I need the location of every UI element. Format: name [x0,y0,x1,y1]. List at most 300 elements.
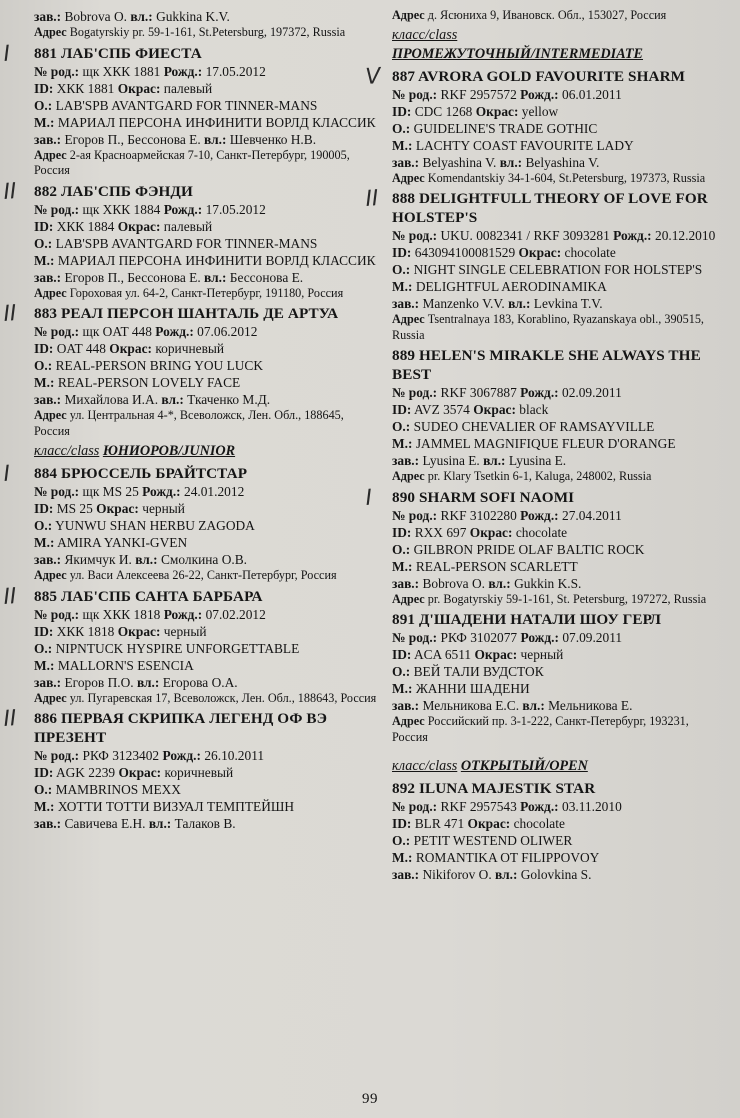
dam-value: МАРИАЛ ПЕРСОНА ИНФИНИТИ ВОРЛД КЛАССИК [57,114,376,130]
id-label: ID: [392,103,412,119]
class-label: класс/class [392,758,458,774]
dam-label: M.: [34,535,55,550]
breeder-value: Мельникова Е. [548,698,633,713]
right-entries-open [392,779,722,883]
entry-title: 891 Д'ШАДЕНИ НАТАЛИ ШОУ ГЕРЛ [392,611,662,628]
dam-label: M.: [34,657,55,673]
sire-line [34,357,378,374]
id-value: MS 25 [56,501,93,516]
registration-line [34,747,378,764]
registration-line [392,86,722,103]
class-heading-junior [34,442,378,461]
dam-line [34,114,378,131]
dam-line [34,252,378,269]
sire-label: O.: [392,541,411,557]
registration-line [392,798,722,815]
sire-label: O.: [34,358,53,373]
owner-label: зав.: [392,453,420,468]
birth-value: 02.09.2011 [562,385,622,400]
breeder-value: Егорова О.А. [162,674,238,690]
reg-label: № род.: [34,606,80,622]
address-value: pr. Bogatyrskiy 59-1-161, St. Petersburg, 197272, Russia [427,591,707,606]
entry-title: 881 ЛАБ'СПБ ФИЕСТА [34,44,202,62]
reg-label: № род.: [392,385,438,400]
birth-value: 06.01.2011 [562,86,622,102]
birth-value: 26.10.2011 [204,748,265,763]
judge-handwritten-mark: I [364,485,373,511]
address-value: Российский пр. 3-1-222, Санкт-Петербург, 193231, Россия [392,714,689,744]
breeder-label: вл.: [488,575,511,591]
address-value: ул. Центральная 4-*, Всеволожск, Лен. Обл., 188645, Россия [34,408,344,438]
sire-value: MAMBRINOS MEXX [55,782,181,797]
owner-label: зав.: [34,552,62,567]
dam-label: M.: [392,558,413,574]
breeder-value: Lyusina E. [508,453,567,468]
color-value: палевый [163,218,213,234]
id-label: ID: [34,218,54,234]
dog-entry [2,301,378,439]
birth-value: 07.06.2012 [197,324,258,339]
breeder-label: вл.: [499,154,523,170]
id-label: ID: [392,402,412,417]
id-label: ID: [34,765,54,780]
sire-line [392,261,722,278]
owner-label: зав.: [392,867,420,882]
dog-entry [2,706,378,832]
dam-label: M.: [34,375,55,390]
id-label: ID: [34,623,54,639]
registration-line [34,201,378,218]
birth-value: 20.12.2010 [655,228,716,243]
reg-value: щк ХКК 1818 [82,606,161,622]
reg-label: № род.: [392,799,438,814]
reg-label: № род.: [392,507,438,523]
dam-line [34,534,378,551]
dam-value: LACHTY COAST FAVOURITE LADY [415,137,634,153]
id-value: ХКК 1881 [56,80,115,96]
birth-label: Рожд.: [155,324,194,339]
registration-line [392,629,722,646]
id-line [392,401,722,418]
birth-label: Рожд.: [163,201,203,217]
birth-value: 07.02.2012 [205,606,266,622]
address-label: Адрес [392,170,425,185]
dam-value: ХОТТИ ТОТТИ ВИЗУАЛ ТЕМПТЕЙШН [57,799,295,814]
breeder-label: вл.: [508,296,531,311]
birth-label: Рожд.: [520,507,559,523]
owner-value: Bobrova O. [64,9,127,24]
left-entries [2,41,378,440]
reg-value: щк MS 25 [82,484,139,499]
color-value: коричневый [164,765,234,780]
breeder-label: вл.: [483,453,506,468]
owner-label: зав.: [392,698,420,713]
judge-handwritten-mark: II [364,186,380,212]
birth-value: 24.01.2012 [184,484,245,499]
birth-value: 17.05.2012 [205,63,266,79]
dam-line [392,680,722,697]
sire-label: O.: [34,782,53,797]
owner-value: Савичева Е.Н. [64,816,146,831]
owner-label: зав.: [392,296,420,311]
dam-line [34,798,378,815]
dam-label: M.: [392,850,413,865]
id-line [392,244,722,261]
reg-label: № род.: [34,201,80,217]
class-name: ПРОМЕЖУТОЧНЫЙ/INTERMEDIATE [392,45,644,62]
sire-line [392,663,722,680]
owner-line [34,674,378,691]
color-label: Окрас: [469,524,513,540]
dam-line [392,558,722,575]
sire-value: GUIDELINE'S TRADE GOTHIC [413,120,598,136]
reg-value: RKF 3102280 [440,507,517,523]
address-line [392,714,722,745]
sire-value: ВЕЙ ТАЛИ ВУДСТОК [413,664,544,679]
color-value: chocolate [515,524,568,540]
address-label: Адрес [392,469,425,483]
judge-handwritten-mark: I [2,461,11,487]
address-value: pr. Klary Tsetkin 6-1, Kaluga, 248002, Russia [427,469,652,483]
sire-line [34,640,378,657]
sire-label: O.: [392,664,411,679]
owner-value: Мельникова Е.С. [422,698,520,713]
page-number: 99 [362,1091,378,1107]
address-value: д. Ясюниха 9, Ивановск. Обл., 153027, Россия [427,8,667,22]
color-value: черный [520,647,564,662]
owner-value: Егоров П., Бессонова Е. [64,131,201,147]
registration-line [392,507,722,524]
color-label: Окрас: [474,647,518,662]
dam-value: ROMANTIKA OT FILIPPOVOY [415,850,600,865]
sire-value: SUDEO CHEVALIER OF RAMSAYVILLE [413,419,655,434]
entry-continuation-address [392,8,722,24]
id-value: ACA 6511 [413,647,472,662]
reg-value: UKU. 0082341 / RKF 3093281 [440,228,610,243]
address-label: Адрес [392,714,425,728]
dam-label: M.: [34,252,55,268]
id-value: AVZ 3574 [413,402,470,417]
breeder-label: вл.: [204,131,227,147]
owner-line [392,154,722,171]
address-line [34,691,378,707]
id-label: ID: [392,245,412,260]
owner-label: зав.: [34,269,62,285]
id-value: ХКК 1884 [56,218,115,234]
entry-title: 884 БРЮССЕЛЬ БРАЙТСТАР [34,465,248,482]
sire-line [34,97,378,114]
dog-entry [2,583,378,707]
dam-value: MALLORN'S ESENCIA [57,657,194,673]
birth-label: Рожд.: [520,799,559,814]
address-value: Bogatyrskiy pr. 59-1-161, St.Petersburg, 197372, Russia [69,25,346,39]
address-line [34,148,378,179]
dog-entry [364,63,722,187]
owner-value: Belyashina V. [422,154,497,170]
dam-value: REAL-PERSON LOVELY FACE [57,375,241,390]
owner-line [34,391,378,408]
color-label: Окрас: [473,402,516,417]
id-label: ID: [34,80,54,96]
owner-label: зав.: [34,131,62,147]
birth-label: Рожд.: [520,86,559,102]
id-line [34,340,378,357]
sire-value: PETIT WESTEND OLIWER [413,833,573,848]
owner-label: зав.: [34,816,62,831]
birth-value: 17.05.2012 [205,201,266,217]
sire-label: O.: [34,97,53,113]
class-label: класс/class [34,443,100,459]
color-label: Окрас: [467,816,511,831]
address-line [34,568,378,584]
reg-value: щк ХКК 1884 [82,201,161,217]
address-label: Адрес [392,591,425,606]
owner-line [392,295,722,312]
address-line [34,408,378,439]
entry-title: 886 ПЕРВАЯ СКРИПКА ЛЕГЕНД ОФ ВЭ ПРЕЗЕНТ [34,710,328,746]
color-label: Окрас: [475,103,519,119]
dam-line [392,278,722,295]
entry-title: 888 DELIGHTFULL THEORY OF LOVE FOR HOLSTEP'S [392,190,708,226]
registration-line [34,63,378,80]
entry-title: 890 SHARM SOFI NAOMI [392,488,575,506]
sire-label: O.: [34,235,53,251]
dam-value: МАРИАЛ ПЕРСОНА ИНФИНИТИ ВОРЛД КЛАССИК [57,252,376,268]
sire-line [34,235,378,252]
owner-line [34,551,378,568]
dam-label: M.: [392,137,413,153]
id-line [392,524,722,541]
owner-value: Lyusina E. [422,453,480,468]
breeder-value: Ткаченко М.Д. [187,392,271,407]
dam-value: JAMMEL MAGNIFIQUE FLEUR D'ORANGE [415,436,676,451]
breeder-label: вл.: [522,698,545,713]
reg-value: РКФ 3102077 [440,630,518,645]
owner-value: Егоров П.О. [64,674,134,690]
dog-entry [364,485,722,608]
address-label: Адрес [392,8,425,22]
birth-value: 27.04.2011 [562,507,622,523]
address-label: Адрес [34,690,67,705]
breeder-label: вл.: [130,9,153,24]
entry-title: 885 ЛАБ'СПБ САНТА БАРБАРА [34,587,263,605]
owner-value: Nikiforov O. [422,867,492,882]
birth-value: 03.11.2010 [562,799,622,814]
judge-handwritten-mark: II [2,706,18,732]
color-value: black [519,402,549,417]
dam-line [392,435,722,452]
sire-value: LAB'SPB AVANTGARD FOR TINNER-MANS [55,235,318,251]
right-entries [364,63,722,746]
sire-label: O.: [392,262,411,277]
color-value: chocolate [513,816,565,831]
address-value: ул. Васи Алексеева 26-22, Санкт-Петербург, Россия [69,568,337,582]
judge-handwritten-mark: II [2,583,18,610]
id-value: RXX 697 [414,524,467,540]
sire-value: NIGHT SINGLE CELEBRATION FOR HOLSTEP'S [413,262,703,277]
reg-value: RKF 2957543 [440,799,517,814]
breeder-value: Бессонова Е. [229,269,304,285]
owner-value: Михайлова И.А. [64,392,159,407]
owner-line [392,452,722,469]
address-value: ул. Пугаревская 17, Всеволожск, Лен. Обл., 188643, Россия [69,690,377,705]
color-label: Окрас: [518,245,562,260]
reg-value: щк ХКК 1881 [82,63,161,79]
id-value: BLR 471 [414,816,465,831]
class-heading-open [392,757,722,776]
breeder-label: вл.: [135,552,158,567]
registration-line [392,227,722,244]
breeder-value: Belyashina V. [525,154,600,170]
color-value: коричневый [155,341,225,356]
dam-line [34,374,378,391]
breeder-value: Талаков В. [174,816,236,831]
breeder-value: Gukkin K.S. [514,575,582,591]
address-value: Гороховая ул. 64-2, Санкт-Петербург, 191180, Россия [69,285,344,300]
dog-entry [2,178,378,302]
reg-label: № род.: [34,324,80,339]
reg-label: № род.: [392,630,438,645]
dam-line [392,137,722,154]
id-value: ХКК 1818 [56,623,115,639]
birth-label: Рожд.: [142,484,181,499]
reg-label: № род.: [392,86,438,102]
breeder-label: вл.: [495,867,518,882]
entry-title: 882 ЛАБ'СПБ ФЭНДИ [34,182,193,200]
id-line [34,764,378,781]
color-label: Окрас: [117,80,161,96]
dam-label: M.: [34,799,55,814]
dog-entry [2,461,378,584]
id-value: 643094100081529 [414,245,516,260]
address-label: Адрес [392,312,425,326]
reg-label: № род.: [34,63,80,79]
address-line [34,286,378,302]
class-label: класс/class [392,26,458,43]
owner-label: зав.: [392,154,420,170]
class-name: ЮНИОРОВ/JUNIOR [102,443,236,459]
owner-value: Manzenko V.V. [422,296,505,311]
sire-line [392,541,722,558]
id-line [392,103,722,120]
judge-handwritten-mark: I [2,41,11,67]
dam-value: DELIGHTFUL AERODINAMIKA [415,279,607,294]
color-value: chocolate [564,245,616,260]
dam-value: REAL-PERSON SCARLETT [415,558,578,574]
address-value: Komendantskiy 34-1-604, St.Petersburg, 197373, Russia [427,170,706,185]
color-value: yellow [521,103,559,119]
registration-line [34,483,378,500]
registration-line [392,384,722,401]
left-entries-junior [2,461,378,832]
class-name: ОТКРЫТЫЙ/OPEN [460,758,588,774]
sire-line [392,832,722,849]
id-line [392,646,722,663]
entry-title: 892 ILUNA MAJESTIK STAR [392,780,596,797]
owner-label: зав.: [34,9,62,24]
birth-value: 07.09.2011 [562,630,623,645]
birth-label: Рожд.: [520,630,559,645]
reg-value: RKF 3067887 [440,385,517,400]
left-column [2,8,378,886]
owner-line [392,575,722,592]
color-value: черный [142,501,185,516]
birth-label: Рожд.: [613,228,652,243]
address-label: Адрес [34,147,67,162]
birth-label: Рожд.: [520,385,559,400]
owner-line [34,815,378,832]
sire-value: REAL-PERSON BRING YOU LUCK [55,358,264,373]
breeder-label: вл.: [161,392,184,407]
owner-value: Егоров П., Бессонова Е. [64,269,201,285]
address-value: Tsentralnaya 183, Korablino, Ryazanskaya obl., 390515, Russia [392,312,704,342]
judge-handwritten-mark: II [2,301,18,327]
address-line [392,312,722,343]
breeder-label: вл.: [148,816,172,831]
dog-entry [2,41,378,179]
sire-value: GILBRON PRIDE OLAF BALTIC ROCK [413,541,645,557]
breeder-value: Gukkina K.V. [156,9,230,24]
address-value: 2-ая Красноармейская 7-10, Санкт-Петербург, 190005, Россия [34,147,350,177]
judge-handwritten-mark: V [364,63,382,90]
entry-title: 889 HELEN'S MIRAKLE SHE ALWAYS THE BEST [392,347,701,383]
reg-label: № род.: [392,228,438,243]
reg-label: № род.: [34,484,80,499]
registration-line [34,323,378,340]
color-label: Окрас: [118,765,162,780]
id-line [34,500,378,517]
owner-value: Якимчук И. [64,552,132,567]
reg-value: щк OAT 448 [82,324,152,339]
id-value: CDC 1268 [414,103,473,119]
address-label: Адрес [34,408,67,422]
dam-line [392,849,722,866]
color-label: Окрас: [96,501,139,516]
owner-label: зав.: [34,392,62,407]
owner-line [392,866,722,883]
id-label: ID: [34,501,54,516]
breeder-value: Смолкина О.В. [160,552,248,567]
owner-label: зав.: [34,674,62,690]
address-line [392,592,722,608]
breeder-label: вл.: [136,674,160,690]
sire-label: O.: [392,833,411,848]
reg-value: RKF 2957572 [440,86,517,102]
breeder-label: вл.: [204,269,227,285]
id-value: AGK 2239 [55,765,116,780]
sire-label: O.: [34,518,53,533]
birth-label: Рожд.: [163,606,203,622]
address-label: Адрес [34,568,67,582]
dam-label: M.: [392,279,413,294]
color-label: Окрас: [117,623,161,639]
dog-entry [392,779,722,883]
birth-label: Рожд.: [162,748,201,763]
color-label: Окрас: [109,341,152,356]
owner-label: зав.: [392,575,420,591]
address-line [392,469,722,485]
dam-line [34,657,378,674]
sire-line [392,418,722,435]
dam-value: AMIRA YANKI-GVEN [57,535,188,550]
id-value: OAT 448 [56,341,106,356]
sire-value: LAB'SPB AVANTGARD FOR TINNER-MANS [55,97,318,113]
entry-title: 887 AVRORA GOLD FAVOURITE SHARM [392,67,686,85]
dam-label: M.: [392,436,413,451]
dam-label: M.: [392,681,413,696]
color-label: Окрас: [117,218,161,234]
class-heading-intermediate [392,26,722,64]
